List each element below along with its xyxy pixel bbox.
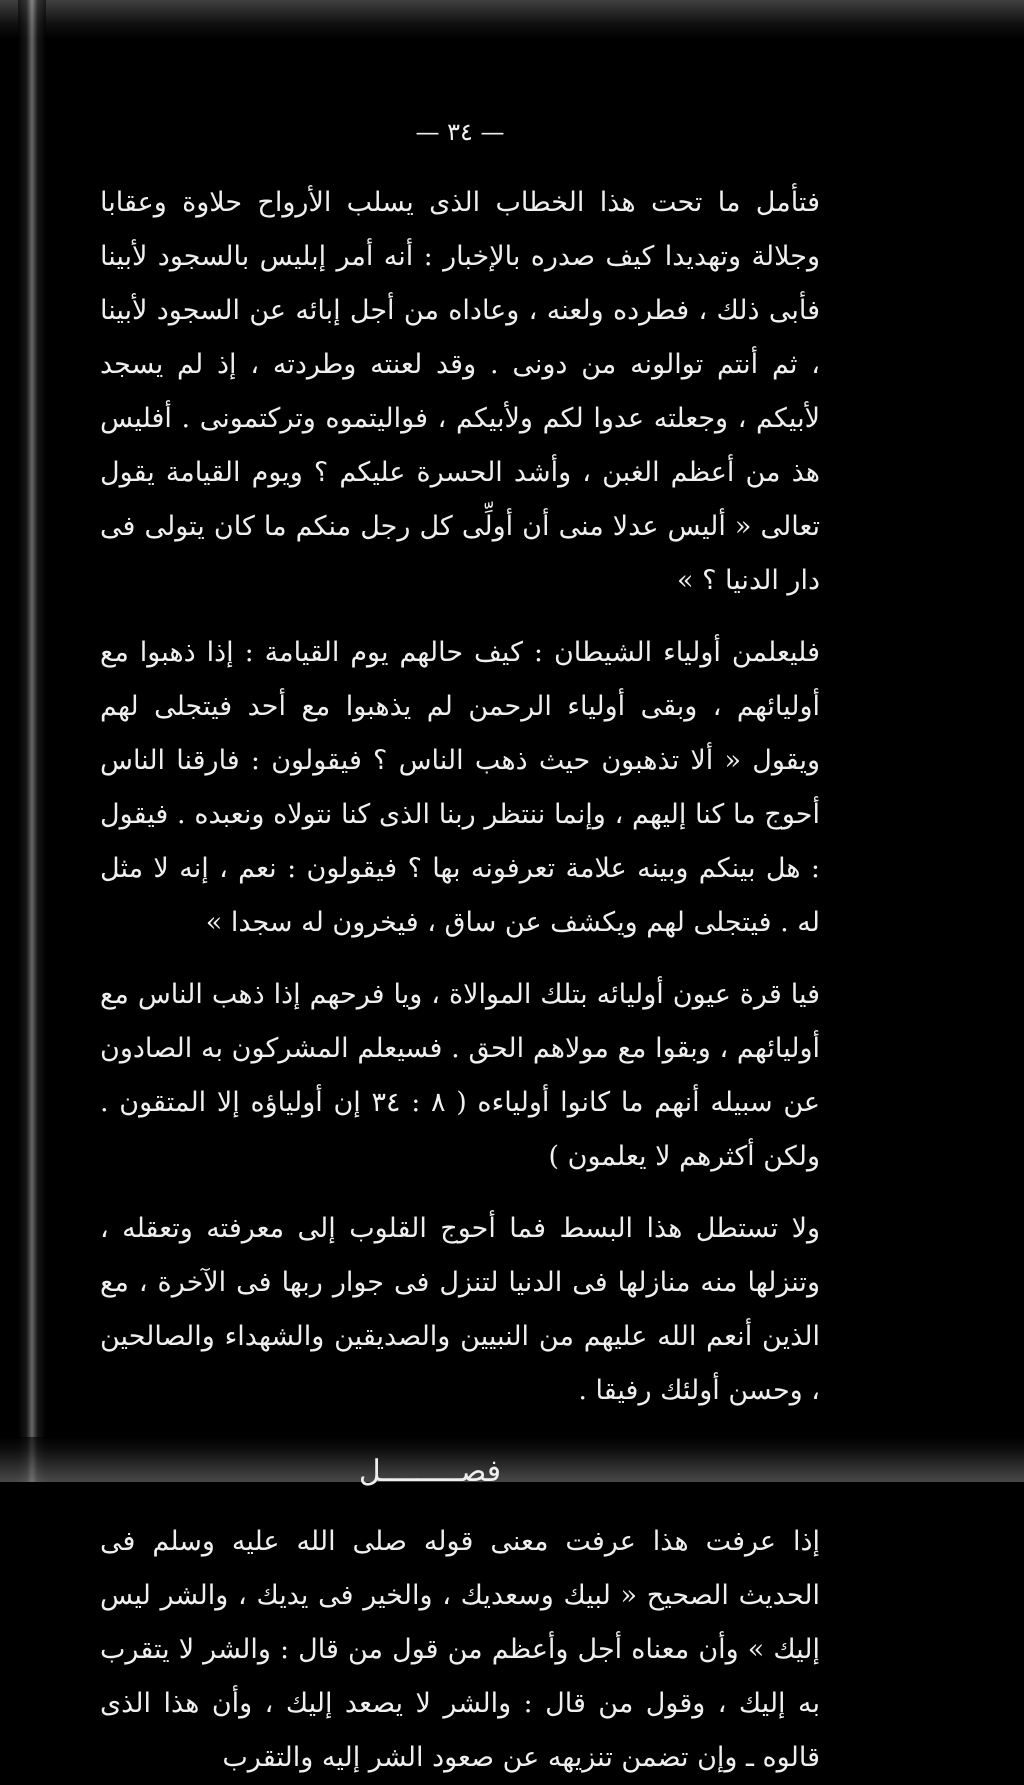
paragraph-gap (100, 608, 820, 626)
paragraph-gap (100, 1184, 820, 1202)
page-number: — ٣٤ — (415, 118, 505, 146)
paragraph-gap (100, 950, 820, 968)
paragraph-1: فتأمل ما تحت هذا الخطاب الذى يسلب الأرواح حلاوة وعقابا وجلالة وتهديدا كيف صدره بالإخبار : أنه أمر إبليس بالسجود لأبينا فأبى ذلك ، فطرده ولعنه ، وعاداه من أجل إبائه عن السجود لأبينا ، ثم أنتم توالونه من دونى . وقد لعنته وطردته ، إذ لم يسجد لأبيكم ، وجعلته عدوا لكم ولأبيكم ، فواليتموه وتركتمونى . أفليس هذ من أعظم الغبن ، وأشد الحسرة عليكم ؟ ويوم القيامة يقول تعالى « أليس عدلا منى أن أولِّى كل رجل منكم ما كان يتولى فى دار الدنيا ؟ » (100, 187, 820, 596)
section-heading: فصـــــــــل (358, 1454, 502, 1489)
paragraph-3: فيا قرة عيون أوليائه بتلك الموالاة ، ويا فرحهم إذا ذهب الناس مع أوليائهم ، وبقوا مع مولاهم الحق . فسيعلم المشركون به الصادون عن سبيله أنهم ما كانوا أولياءه ( ٨ : ٣٤ إن أولياؤه إلا المتقون . ولكن أكثرهم لا يعلمون ) (100, 979, 820, 1172)
paragraph-2: فليعلمن أولياء الشيطان : كيف حالهم يوم القيامة : إذا ذهبوا مع أوليائهم ، وبقى أولياء الرحمن لم يذهبوا مع أحد فيتجلى لهم ويقول « ألا تذهبون حيث ذهب الناس ؟ فيقولون : فارقنا الناس أحوج ما كنا إليهم ، وإنما ننتظر ربنا الذى كنا نتولاه ونعبده . فيقول : هل بينكم وبينه علامة تعرفونه بها ؟ فيقولون : نعم ، إنه لا مثل له . فيتجلى لهم ويكشف عن ساق ، فيخرون له سجدا » (100, 637, 820, 938)
paragraph-4: ولا تستطل هذا البسط فما أحوج القلوب إلى معرفته وتعقله ، وتنزلها منه منازلها فى الدنيا لتنزل فى جوار ربها فى الآخرة ، مع الذين أنعم الله عليهم من النبيين والصديقين والشهداء والصالحين ، وحسن أولئك رفيقا . (100, 1213, 820, 1406)
scan-edge-left (18, 0, 46, 1482)
scan-edge-top (0, 0, 1024, 40)
paragraph-5: إذا عرفت هذا عرفت معنى قوله صلى الله عليه وسلم فى الحديث الصحيح « لبيك وسعديك ، والخير فى يديك ، والشر ليس إليك » وأن معناه أجل وأعظم من قول من قال : والشر لا يتقرب به إليك ، وقول من قال : والشر لا يصعد إليك ، وأن هذا الذى قالوه ـ وإن تضمن تنزيهه عن صعود الشر إليه والتقرب (100, 1526, 820, 1773)
book-page (100, 118, 820, 1785)
